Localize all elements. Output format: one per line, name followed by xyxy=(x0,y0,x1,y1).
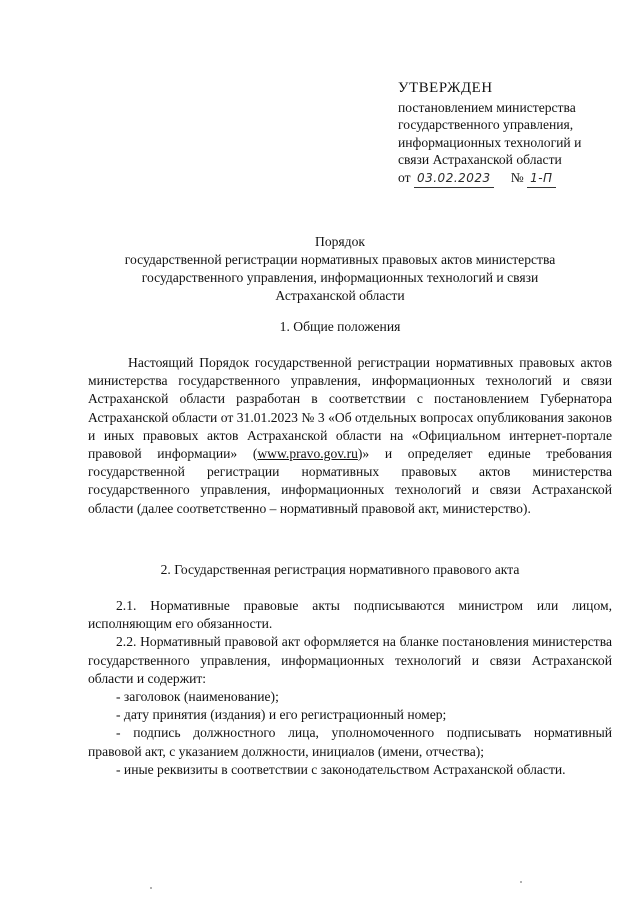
title-line: Порядок xyxy=(315,234,365,249)
list-item: - подпись должностного лица, уполномоченного подписывать нормативный правовой акт, с указанием должности, инициалов (имени, отчества); xyxy=(88,725,612,759)
approval-date-line xyxy=(398,169,633,189)
title-line: государственного управления, информационных технологий и связи xyxy=(141,270,539,285)
approval-line: связи Астраханской области xyxy=(398,152,562,167)
scan-speck xyxy=(150,887,152,889)
title-line: Астраханской области xyxy=(275,288,405,303)
clause-2-1: 2.1. Нормативные правовые акты подписываются министром или лицом, исполняющим его обязанности. xyxy=(88,598,612,632)
list-item: - заголовок (наименование); xyxy=(116,689,279,705)
approval-line: информационных технологий и xyxy=(398,134,582,150)
paragraph-text: Настоящий Порядок государственной регистрации нормативных правовых актов министерства государственного управления, информационных технологий и связи Астраханской области разработан в соответствии с постановлением Губернатора Астраханской области от 31.01.2023 № 3 «Об отдельных вопросах опубликования законов и иных правовых актов Астраханской области на «Официальном интернет-портале правовой информации» ( xyxy=(88,355,612,462)
approval-line: постановлением министерства xyxy=(398,99,576,115)
paragraph-text: )» и определяет единые требования государственной регистрации нормативных правовых актов министерства государственного управления, информационных технологий и связи Астраханской области (далее соответственно – нормативный правовой акт, министерство). xyxy=(88,446,612,516)
approval-heading: УТВЕРЖДЕН xyxy=(398,80,493,96)
approval-stamp xyxy=(398,80,633,188)
handwritten-date: 03.02.2023 xyxy=(414,170,494,189)
pravo-link[interactable]: www.pravo.gov.ru xyxy=(257,446,358,462)
section2-heading: 2. Государственная регистрация нормативного правового акта xyxy=(160,562,520,577)
date-prefix: от xyxy=(398,169,411,185)
clause-2-2: 2.2. Нормативный правовой акт оформляется на бланке постановления министерства государственного управления, информационных технологий и связи Астраханской области и содержит: xyxy=(88,634,612,686)
section1-heading: 1. Общие положения xyxy=(279,319,401,334)
handwritten-number: 1-П xyxy=(527,170,556,189)
section1-paragraph xyxy=(88,354,612,518)
number-prefix: № xyxy=(510,169,524,185)
section1-body xyxy=(88,354,612,518)
list-item: - иные реквизиты в соответствии с законодательством Астраханской области. xyxy=(116,761,566,777)
document-title xyxy=(80,233,600,305)
list-item: - дату принятия (издания) и его регистрационный номер; xyxy=(116,707,447,723)
title-line: государственной регистрации нормативных правовых актов министерства xyxy=(124,252,556,267)
scan-speck xyxy=(520,881,522,883)
section2-body xyxy=(88,597,612,779)
approval-line: государственного управления, xyxy=(398,117,574,132)
